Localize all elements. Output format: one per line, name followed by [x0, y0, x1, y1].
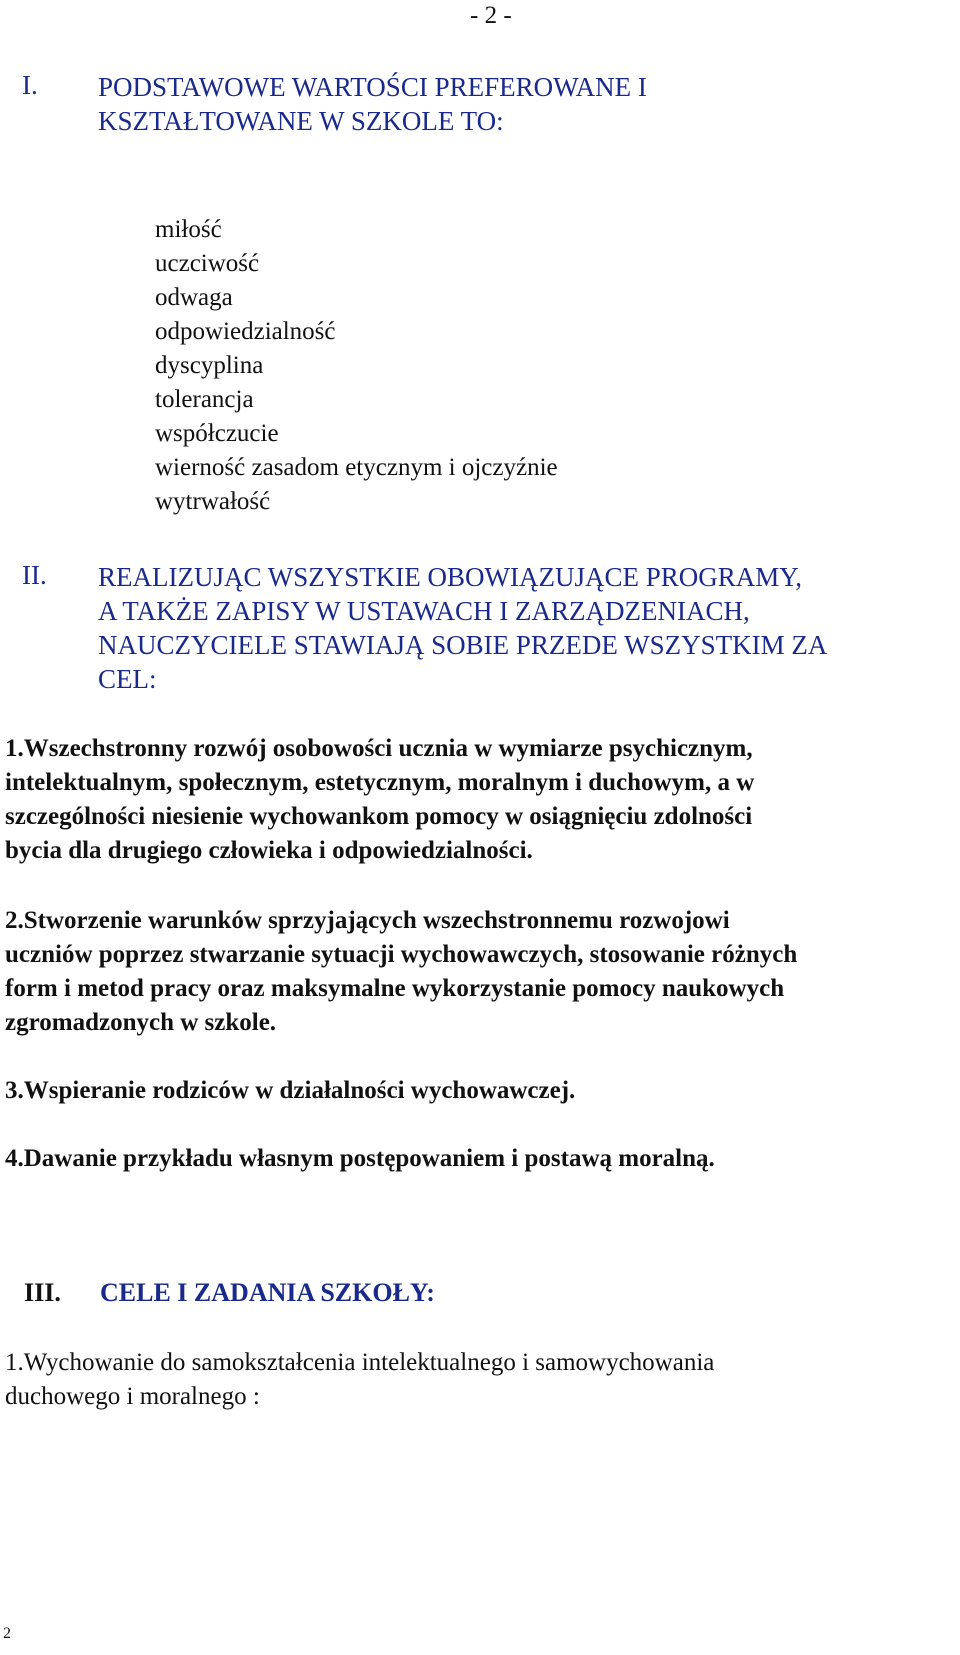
value-item: odwaga	[155, 284, 233, 311]
section-2-title-line: NAUCZYCIELE STAWIAJĄ SOBIE PRZEDE WSZYSTKIM ZA	[98, 630, 828, 660]
section-1-title-line: PODSTAWOWE WARTOŚCI PREFEROWANE I	[98, 72, 647, 102]
goal-line: szczególności niesienie wychowankom pomocy w osiągnięciu zdolności	[5, 803, 753, 830]
page-number-header: - 2 -	[470, 2, 512, 29]
section-3-item-line: duchowego i moralnego :	[5, 1383, 260, 1410]
section-3-title: CELE I ZADANIA SZKOŁY:	[100, 1278, 435, 1307]
value-item: współczucie	[155, 420, 279, 447]
goal-line: zgromadzonych w szkole.	[5, 1009, 277, 1036]
section-1-number: I.	[22, 70, 38, 100]
value-item: dyscyplina	[155, 352, 264, 379]
goal-paragraph-3	[5, 1074, 575, 1108]
value-item: uczciwość	[155, 250, 260, 277]
section-2-number: II.	[22, 560, 47, 590]
goal-line: 1.Wszechstronny rozwój osobowości ucznia w wymiarze psychicznym,	[5, 735, 753, 762]
goal-paragraph-1	[5, 732, 754, 868]
section-2-title-line: CEL:	[98, 664, 157, 694]
values-list	[155, 213, 558, 519]
section-2-title-line: REALIZUJĄC WSZYSTKIE OBOWIĄZUJĄCE PROGRAMY,	[98, 562, 803, 592]
goal-line: 4.Dawanie przykładu własnym postępowaniem i postawą moralną.	[5, 1145, 715, 1172]
goal-line: intelektualnym, społecznym, estetycznym, moralnym i duchowym, a w	[5, 769, 755, 796]
goal-line: 3.Wspieranie rodziców w działalności wychowawczej.	[5, 1077, 576, 1104]
goal-line: 2.Stworzenie warunków sprzyjających wszechstronnemu rozwojowi	[5, 907, 730, 934]
value-item: miłość	[155, 216, 222, 243]
goal-paragraph-2	[5, 904, 797, 1040]
section-3-item-1	[5, 1346, 714, 1414]
goal-paragraph-4	[5, 1142, 715, 1176]
section-3-number: III.	[24, 1278, 61, 1307]
section-1-title-line: KSZTAŁTOWANE W SZKOLE TO:	[98, 106, 504, 136]
value-item: odpowiedzialność	[155, 318, 336, 345]
section-1-title	[98, 70, 647, 138]
goal-line: form i metod pracy oraz maksymalne wykorzystanie pomocy naukowych	[5, 975, 785, 1002]
goal-line: uczniów poprzez stwarzanie sytuacji wychowawczych, stosowanie różnych	[5, 941, 798, 968]
value-item: wierność zasadom etycznym i ojczyźnie	[155, 454, 558, 481]
value-item: tolerancja	[155, 386, 254, 413]
section-3-item-line: 1.Wychowanie do samokształcenia intelektualnego i samowychowania	[5, 1349, 715, 1376]
page-number-footer: 2	[3, 1625, 11, 1642]
value-item: wytrwałość	[155, 488, 271, 515]
goal-line: bycia dla drugiego człowieka i odpowiedzialności.	[5, 837, 533, 864]
section-2-title	[98, 560, 827, 696]
section-2-title-line: A TAKŻE ZAPISY W USTAWACH I ZARZĄDZENIACH,	[98, 596, 750, 626]
